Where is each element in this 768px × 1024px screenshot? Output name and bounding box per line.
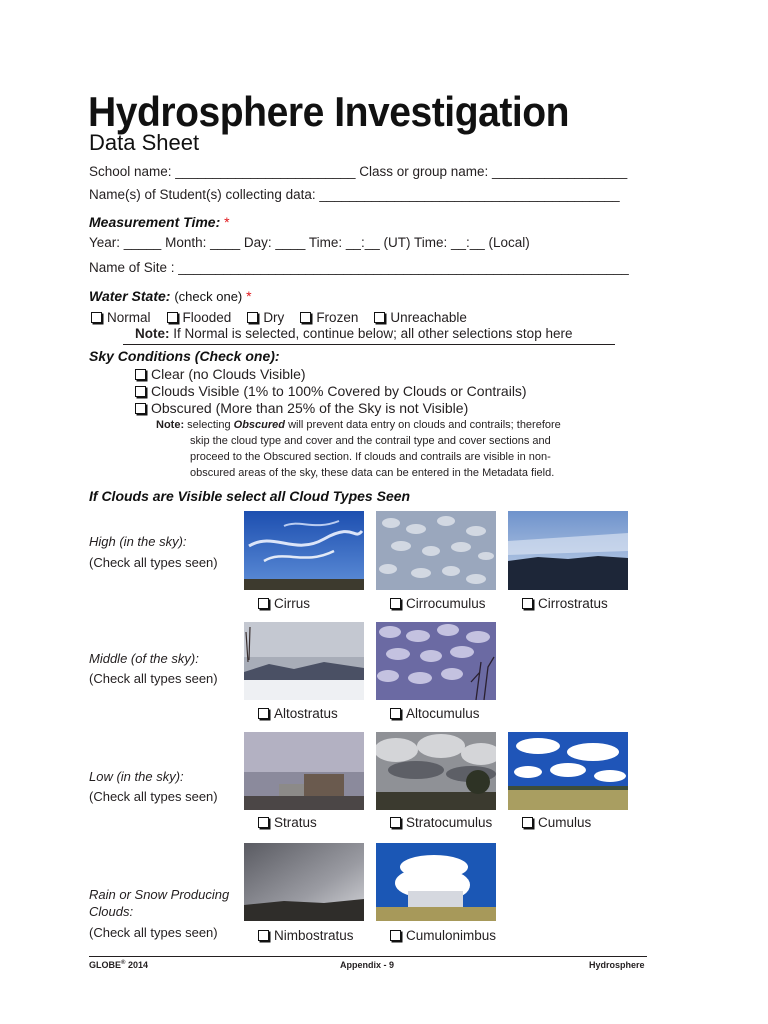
footer-right: Hydrosphere — [589, 960, 645, 970]
option-dry[interactable]: Dry — [247, 310, 284, 325]
sky-option-clear[interactable]: Clear (no Clouds Visible) — [135, 366, 306, 383]
cumulus-photo — [508, 732, 628, 810]
checkbox-icon[interactable] — [258, 930, 269, 941]
measurement-time-heading — [89, 214, 230, 230]
cirrus-photo — [244, 511, 364, 590]
checkbox-icon[interactable] — [258, 598, 269, 609]
group-label-low: Low (in the sky): — [89, 769, 184, 784]
cumulonimbus-photo — [376, 843, 496, 921]
water-state-hint: (check one) — [174, 289, 243, 304]
check-all-hint: (Check all types seen) — [89, 555, 218, 570]
type-cumulus[interactable]: Cumulus — [522, 815, 591, 830]
water-state-heading — [89, 288, 252, 304]
check-all-hint: (Check all types seen) — [89, 789, 218, 804]
required-mark: * — [246, 288, 252, 304]
water-state-options — [91, 310, 483, 325]
sky-note-line-4: obscured areas of the sky, these data can be entered in the Metadata field. — [190, 467, 555, 479]
footer-page-number: Appendix - 9 — [340, 960, 395, 970]
measurement-time-label: Measurement Time: — [89, 214, 221, 230]
check-all-hint: (Check all types seen) — [89, 925, 218, 940]
checkbox-icon[interactable] — [91, 312, 102, 323]
water-state-label: Water State: — [89, 288, 171, 304]
required-mark: * — [224, 214, 230, 230]
sky-note-line-2: skip the cloud type and cover and the contrail type and cover sections and — [190, 435, 551, 447]
divider — [123, 344, 615, 345]
option-unreachable[interactable]: Unreachable — [374, 310, 467, 325]
water-state-note: Note: If Normal is selected, continue below; all other selections stop here — [135, 326, 573, 341]
sky-option-obscured[interactable]: Obscured (More than 25% of the Sky is not Visible) — [135, 400, 468, 417]
type-cirrocumulus[interactable]: Cirrocumulus — [390, 596, 486, 611]
cirrocumulus-photo — [376, 511, 496, 590]
checkbox-icon[interactable] — [135, 403, 146, 414]
nimbostratus-photo — [244, 843, 364, 921]
checkbox-icon[interactable] — [390, 708, 401, 719]
checkbox-icon[interactable] — [522, 598, 533, 609]
sky-note-line-3: proceed to the Obscured section. If clouds and contrails are visible in non- — [190, 451, 551, 463]
type-stratus[interactable]: Stratus — [258, 815, 317, 830]
footer-rule — [89, 956, 647, 957]
site-name-field[interactable]: Name of Site : ____________________________________________________________ — [89, 260, 629, 275]
altocumulus-photo — [376, 622, 496, 700]
type-cirrus[interactable]: Cirrus — [258, 596, 310, 611]
type-cirrostratus[interactable]: Cirrostratus — [522, 596, 608, 611]
checkbox-icon[interactable] — [374, 312, 385, 323]
cloud-types-heading: If Clouds are Visible select all Cloud Types Seen — [89, 488, 411, 504]
stratocumulus-photo — [376, 732, 496, 810]
checkbox-icon[interactable] — [258, 817, 269, 828]
cirrostratus-photo — [508, 511, 628, 590]
page-subtitle: Data Sheet — [89, 130, 200, 155]
type-altostratus[interactable]: Altostratus — [258, 706, 338, 721]
footer-left: GLOBE® 2014 — [89, 960, 148, 970]
checkbox-icon[interactable] — [300, 312, 311, 323]
measurement-time-fields[interactable]: Year: _____ Month: ____ Day: ____ Time: __:__ (UT) Time: __:__ (Local) — [89, 235, 530, 250]
type-stratocumulus[interactable]: Stratocumulus — [390, 815, 492, 830]
checkbox-icon[interactable] — [390, 817, 401, 828]
stratus-photo — [244, 732, 364, 810]
checkbox-icon[interactable] — [167, 312, 178, 323]
checkbox-icon[interactable] — [247, 312, 258, 323]
group-label-rain-snow-1: Rain or Snow Producing — [89, 887, 230, 902]
type-altocumulus[interactable]: Altocumulus — [390, 706, 480, 721]
checkbox-icon[interactable] — [135, 386, 146, 397]
group-label-middle: Middle (of the sky): — [89, 651, 199, 666]
altostratus-photo — [244, 622, 364, 700]
checkbox-icon[interactable] — [258, 708, 269, 719]
checkbox-icon[interactable] — [135, 369, 146, 380]
group-label-rain-snow-2: Clouds: — [89, 904, 134, 919]
checkbox-icon[interactable] — [522, 817, 533, 828]
sky-option-clouds-visible[interactable]: Clouds Visible (1% to 100% Covered by Clouds or Contrails) — [135, 383, 527, 400]
type-nimbostratus[interactable]: Nimbostratus — [258, 928, 354, 943]
sky-conditions-heading: Sky Conditions (Check one): — [89, 348, 280, 364]
sky-note-line-1: Note: selecting Obscured will prevent data entry on clouds and contrails; therefore — [156, 419, 561, 431]
school-name-field[interactable]: School name: ________________________ Class or group name: __________________ — [89, 164, 628, 179]
option-flooded[interactable]: Flooded — [167, 310, 232, 325]
checkbox-icon[interactable] — [390, 598, 401, 609]
option-frozen[interactable]: Frozen — [300, 310, 358, 325]
check-all-hint: (Check all types seen) — [89, 671, 218, 686]
type-cumulonimbus[interactable]: Cumulonimbus — [390, 928, 496, 943]
option-normal[interactable]: Normal — [91, 310, 151, 325]
checkbox-icon[interactable] — [390, 930, 401, 941]
group-label-high: High (in the sky): — [89, 534, 187, 549]
student-names-field[interactable]: Name(s) of Student(s) collecting data: ________________________________________ — [89, 187, 620, 202]
page-title: Hydrosphere Investigation — [88, 88, 570, 135]
